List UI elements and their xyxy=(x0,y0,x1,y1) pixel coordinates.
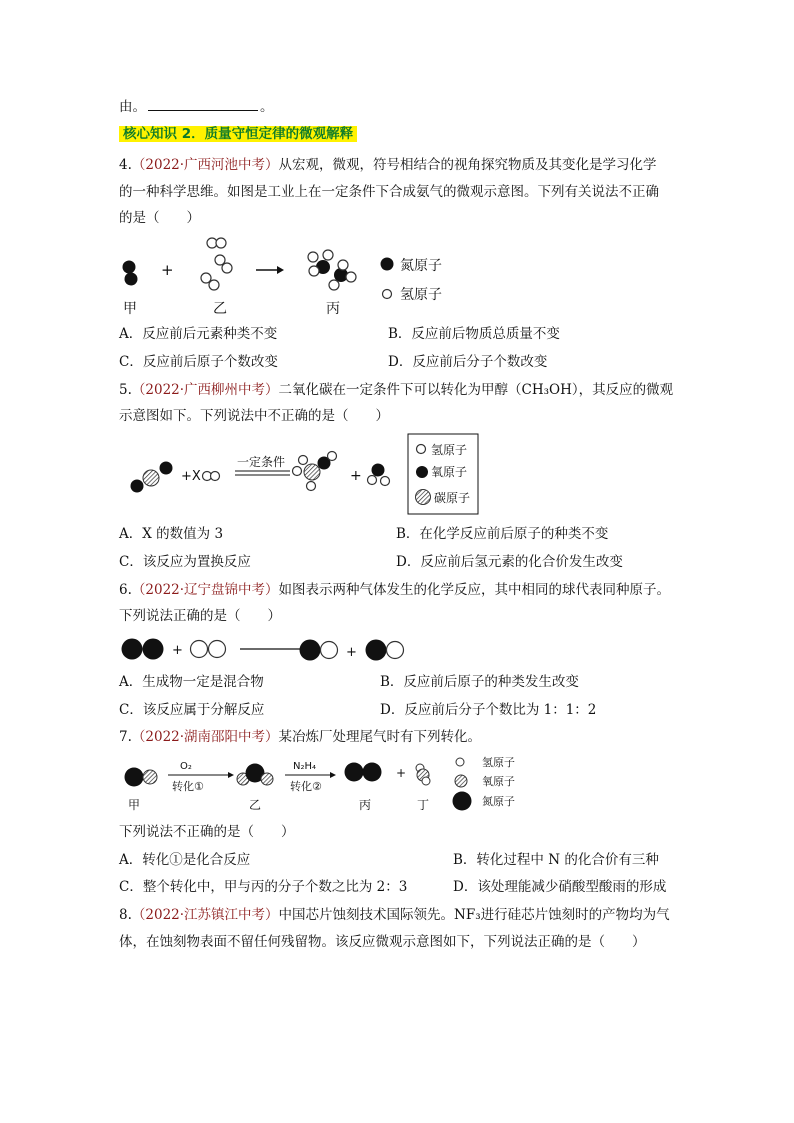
q5-source: （2022·广西柳州中考） xyxy=(131,382,279,398)
q7-legend-hydrogen: 氢原子 xyxy=(482,756,515,769)
q6-reactant-2 xyxy=(191,641,226,658)
q7-molecule-jia xyxy=(125,768,158,787)
q7-legend-oxygen: 氧原子 xyxy=(482,775,515,788)
q5-option-b: B．在化学反应前后原子的种类不变 xyxy=(396,526,609,542)
q7-diagram xyxy=(120,752,540,818)
q6-stem-line2: 下列说法正确的是（ ） xyxy=(119,608,281,624)
q5-option-c: C．该反应为置换反应 xyxy=(119,554,251,570)
q7-t1: 转化① xyxy=(172,780,204,793)
q8-stem1: 中国芯片蚀刻技术国际领先。NF₃进行硅芯片蚀刻时的产物均为气 xyxy=(278,907,670,923)
q4-label-bing: 丙 xyxy=(326,301,340,317)
q6-source: （2022·辽宁盘锦中考） xyxy=(131,582,279,598)
q4-arrow xyxy=(256,266,284,274)
q4-product-bing xyxy=(308,250,356,290)
q4-stem-line1 xyxy=(119,155,657,175)
q8-number: 8. xyxy=(119,907,132,923)
q5-plus: + xyxy=(350,468,362,484)
q5-condition-arrow xyxy=(235,454,290,475)
q6-option-b: B．反应前后原子的种类发生改变 xyxy=(380,674,579,690)
q4-option-d: D．反应前后分子个数改变 xyxy=(388,354,548,370)
q4-plus: + xyxy=(161,261,174,279)
q7-option-a: A．转化①是化合反应 xyxy=(119,852,251,868)
q6-option-a: A．生成物一定是混合物 xyxy=(119,674,264,690)
q5-legend-hydrogen: 氢原子 xyxy=(431,443,468,457)
q7-label-ding: 丁 xyxy=(417,798,430,812)
q7-stem-line1 xyxy=(119,727,481,747)
q4-stem-line3: 的是（ ） xyxy=(119,210,200,226)
q4-source: （2022·广西河池中考） xyxy=(131,157,279,173)
q6-product-1 xyxy=(300,640,338,661)
q6-product-2 xyxy=(366,640,404,661)
q7-t2: 转化② xyxy=(290,780,322,793)
q5-stem-line1 xyxy=(119,380,673,400)
q5-option-d: D．反应前后氢元素的化合价发生改变 xyxy=(396,554,623,570)
q7-legend-nitrogen: 氮原子 xyxy=(482,795,515,808)
q6-option-d: D．反应前后分子个数比为 1：1：2 xyxy=(380,702,597,718)
q5-water-molecule xyxy=(368,464,390,486)
q4-stem-line2: 的一种科学思维。如图是工业上在一定条件下合成氨气的微观示意图。下列有关说法不正确 xyxy=(119,184,659,200)
q7-plus: + xyxy=(396,766,407,780)
q7-label-bing: 丙 xyxy=(359,798,372,812)
q5-stem1: 二氧化碳在一定条件下可以转化为甲醇（CH₃OH），其反应的微观 xyxy=(278,382,674,398)
q4-option-b: B．反应前后物质总质量不变 xyxy=(388,326,560,342)
q6-reactant-1 xyxy=(122,639,164,660)
q5-diagram xyxy=(125,434,485,516)
q4-option-a: A．反应前后元素种类不变 xyxy=(119,326,278,342)
q7-label-yi: 乙 xyxy=(249,798,262,812)
q8-stem-line2: 体，在蚀刻物表面不留任何残留物。该反应微观示意图如下，下列说法正确的是（ ） xyxy=(119,934,646,950)
q7-molecule-yi xyxy=(237,764,273,786)
q7-molecule-ding xyxy=(416,764,430,785)
section-title: 核心知识 2．质量守恒定律的微观解释 xyxy=(119,126,357,142)
q5-legend-oxygen: 氧原子 xyxy=(431,465,468,479)
q7-option-c: C．整个转化中，甲与丙的分子个数之比为 2：3 xyxy=(119,879,408,895)
q5-option-a: A．X 的数值为 3 xyxy=(119,526,224,542)
q7-label-jia: 甲 xyxy=(128,798,141,812)
q7-step1-arrow xyxy=(168,761,234,793)
q8-source: （2022·江苏镇江中考） xyxy=(131,907,279,923)
previous-line xyxy=(119,96,274,117)
q4-number: 4. xyxy=(119,157,132,173)
q7-n2h4: N₂H₄ xyxy=(293,761,317,772)
q7-molecule-bing xyxy=(345,763,382,782)
q4-label-jia: 甲 xyxy=(123,301,137,317)
q4-label-yi: 乙 xyxy=(213,301,227,317)
q5-h2-molecule xyxy=(203,472,220,481)
q7-o2: O₂ xyxy=(180,761,192,772)
q6-number: 6. xyxy=(119,582,132,598)
q5-legend-carbon: 碳原子 xyxy=(434,491,471,505)
q7-stem-line2: 下列说法不正确的是（ ） xyxy=(119,824,295,840)
q6-plus-2: + xyxy=(346,645,357,660)
q6-stem-line1 xyxy=(119,580,670,600)
q4-stem1: 从宏观，微观，符号相结合的视角探究物质及其变化是学习化学 xyxy=(278,157,657,173)
previous-line-end: 。 xyxy=(260,99,274,115)
q6-plus-1: + xyxy=(172,643,183,658)
q5-methanol-molecule xyxy=(293,452,337,491)
q6-diagram xyxy=(120,634,420,668)
q5-co2-molecule xyxy=(131,462,173,493)
q6-option-c: C．该反应属于分解反应 xyxy=(119,702,265,718)
previous-line-text: 由。 xyxy=(119,99,146,115)
q4-reactant-yi xyxy=(201,238,232,290)
q5-plus-x: +X xyxy=(181,469,201,484)
q7-option-b: B．转化过程中 N 的化合价有三种 xyxy=(453,852,659,868)
q7-source: （2022·湖南邵阳中考） xyxy=(131,729,279,745)
q8-stem-line1 xyxy=(119,905,670,925)
q5-number: 5. xyxy=(119,382,132,398)
q6-stem1: 如图表示两种气体发生的化学反应，其中相同的球代表同种原子。 xyxy=(278,582,671,598)
q4-legend xyxy=(381,258,443,304)
section-heading xyxy=(119,124,357,144)
q7-legend xyxy=(453,755,516,811)
q7-option-d: D．该处理能减少硝酸型酸雨的形成 xyxy=(453,879,667,895)
q4-diagram xyxy=(115,234,475,322)
q5-stem-line2: 示意图如下。下列说法中不正确的是（ ） xyxy=(119,408,389,424)
q7-step2-arrow xyxy=(285,761,336,793)
q7-number: 7. xyxy=(119,729,132,745)
q5-legend xyxy=(408,434,478,514)
q4-option-c: C．反应前后原子个数改变 xyxy=(119,354,278,370)
q4-legend-nitrogen: 氮原子 xyxy=(400,258,442,274)
q5-condition: 一定条件 xyxy=(237,455,286,469)
answer-blank xyxy=(148,96,258,111)
q7-stem1: 某冶炼厂处理尾气时有下列转化。 xyxy=(278,729,482,745)
q4-legend-hydrogen: 氢原子 xyxy=(400,287,442,303)
q4-reactant-jia xyxy=(123,261,138,286)
